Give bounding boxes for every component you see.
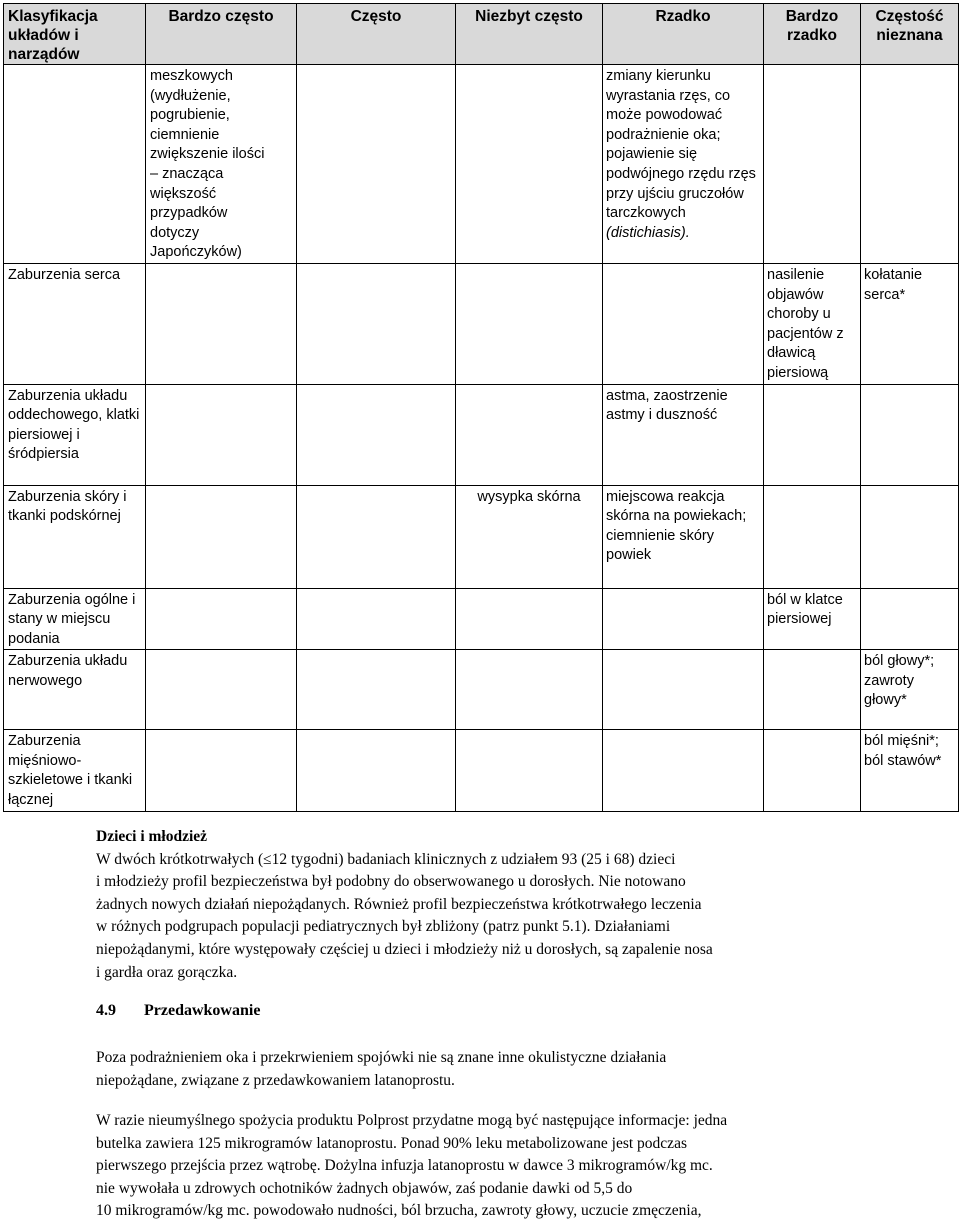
table-row xyxy=(4,384,959,485)
common-cell xyxy=(297,588,456,650)
not-known-cell xyxy=(861,485,959,588)
rare-italic-text: (distichiasis). xyxy=(606,224,690,241)
paragraph-line: 10 mikrogramów/kg mc. powodowało nudności, ból brzucha, zawroty głowy, uczucie zmęczenia, xyxy=(96,1202,702,1220)
header-rare: Rzadko xyxy=(603,4,764,65)
header-very-rare: Bardzo rzadko xyxy=(764,4,861,65)
rare-cell xyxy=(603,730,764,811)
table-row xyxy=(4,65,959,264)
very-rare-cell: nasilenie objawów choroby u pacjentów z dławicą piersiową xyxy=(764,263,861,384)
soc-cell: Zaburzenia układu nerwowego xyxy=(4,650,146,730)
children-line: i gardła oraz gorączka. xyxy=(96,963,238,981)
rare-cell xyxy=(603,588,764,650)
not-known-cell: ból mięśni*; ból stawów* xyxy=(861,730,959,811)
header-uncommon: Niezbyt często xyxy=(456,4,603,65)
not-known-cell xyxy=(861,65,959,264)
very-rare-cell xyxy=(764,485,861,588)
common-cell xyxy=(297,485,456,588)
common-cell xyxy=(297,65,456,264)
uncommon-cell xyxy=(456,65,603,264)
rare-cell: miejscowa reakcja skórna na powiekach; ciemnienie skóry powiek xyxy=(603,485,764,588)
overdose-paragraph-1 xyxy=(96,1047,926,1092)
common-cell xyxy=(297,384,456,485)
children-line: w różnych podgrupach populacji pediatrycznych był zbliżony (patrz punkt 5.1). Działaniami xyxy=(96,918,671,936)
rare-cell: astma, zaostrzenie astmy i duszność xyxy=(603,384,764,485)
rare-cell xyxy=(603,263,764,384)
children-line: żadnych nowych działań niepożądanych. Również profil bezpieczeństwa krótkotrwałego leczenia xyxy=(96,895,702,913)
not-known-cell: kołatanie serca* xyxy=(861,263,959,384)
header-very-common: Bardzo często xyxy=(146,4,297,65)
very-common-cell: meszkowych (wydłużenie, pogrubienie, ciemnienie zwiększenie ilości – znacząca większość przypadków dotyczy Japończyków) xyxy=(146,65,297,264)
section-number: 4.9 xyxy=(96,1002,116,1019)
very-common-cell xyxy=(146,730,297,811)
common-cell xyxy=(297,263,456,384)
very-rare-cell: ból w klatce piersiowej xyxy=(764,588,861,650)
paragraph-line: nie wywołała u zdrowych ochotników żadnych objawów, zaś podanie dawki od 5,5 do xyxy=(96,1179,633,1197)
uncommon-cell xyxy=(456,588,603,650)
very-rare-cell xyxy=(764,65,861,264)
table-row xyxy=(4,730,959,811)
children-line: niepożądanymi, które występowały częściej u dzieci i młodzieży niż u dorosłych, są zapalenie nosa xyxy=(96,940,713,958)
table-header-row xyxy=(4,4,959,65)
paragraph-line: W razie nieumyślnego spożycia produktu Polprost przydatne mogą być następujące informacje: jedna xyxy=(96,1112,728,1129)
table-row xyxy=(4,263,959,384)
paragraph-line: butelka zawiera 125 mikrogramów latanoprostu. Ponad 90% leku metabolizowane jest podczas xyxy=(96,1134,687,1152)
very-rare-cell xyxy=(764,384,861,485)
children-line: W dwóch krótkotrwałych (≤12 tygodni) badaniach klinicznych z udziałem 93 (25 i 68) dzieci xyxy=(96,850,676,868)
paragraph-line: Poza podrażnieniem oka i przekrwieniem spojówki nie są znane inne okulistyczne działania xyxy=(96,1049,667,1066)
very-common-cell xyxy=(146,650,297,730)
header-soc: Klasyfikacja układów i narządów xyxy=(4,4,146,65)
very-common-cell xyxy=(146,263,297,384)
paragraph-line: pierwszego przejścia przez wątrobę. Dożylna infuzja latanoprostu w dawce 3 mikrogramów/kg mc. xyxy=(96,1157,713,1175)
soc-cell: Zaburzenia układu oddechowego, klatki piersiowej i śródpiersia xyxy=(4,384,146,485)
very-common-cell xyxy=(146,384,297,485)
section-title: Przedawkowanie xyxy=(144,1002,261,1019)
rare-text: zmiany kierunku wyrastania rzęs, co może powodować podrażnienie oka; pojawienie się podwójnego rzędu rzęs przy ujściu gruczołów tarczkowych xyxy=(606,68,756,222)
table-row xyxy=(4,650,959,730)
common-cell xyxy=(297,650,456,730)
soc-cell: Zaburzenia serca xyxy=(4,263,146,384)
uncommon-cell xyxy=(456,650,603,730)
not-known-cell xyxy=(861,588,959,650)
overdose-paragraph-2 xyxy=(96,1110,926,1223)
uncommon-cell xyxy=(456,730,603,811)
very-rare-cell xyxy=(764,730,861,811)
not-known-cell xyxy=(861,384,959,485)
table-row xyxy=(4,588,959,650)
not-known-cell: ból głowy*; zawroty głowy* xyxy=(861,650,959,730)
very-rare-cell xyxy=(764,650,861,730)
rare-cell xyxy=(603,65,764,264)
children-section xyxy=(96,826,926,984)
paragraph-line: niepożądane, związane z przedawkowaniem latanoprostu. xyxy=(96,1071,455,1089)
soc-cell: Zaburzenia mięśniowo-szkieletowe i tkanki łącznej xyxy=(4,730,146,811)
very-common-cell xyxy=(146,588,297,650)
common-cell xyxy=(297,730,456,811)
uncommon-cell: wysypka skórna xyxy=(456,485,603,588)
header-common: Często xyxy=(297,4,456,65)
uncommon-cell xyxy=(456,384,603,485)
children-line: i młodzieży profil bezpieczeństwa był podobny do obserwowanego u dorosłych. Nie notowano xyxy=(96,873,686,891)
rare-cell xyxy=(603,650,764,730)
soc-cell xyxy=(4,65,146,264)
children-heading: Dzieci i młodzież xyxy=(96,828,208,845)
soc-cell: Zaburzenia ogólne i stany w miejscu podania xyxy=(4,588,146,650)
very-common-cell xyxy=(146,485,297,588)
uncommon-cell xyxy=(456,263,603,384)
section-heading xyxy=(96,1002,260,1020)
table-row xyxy=(4,485,959,588)
soc-cell: Zaburzenia skóry i tkanki podskórnej xyxy=(4,485,146,588)
adverse-reactions-table xyxy=(3,3,959,812)
header-not-known: Częstość nieznana xyxy=(861,4,959,65)
